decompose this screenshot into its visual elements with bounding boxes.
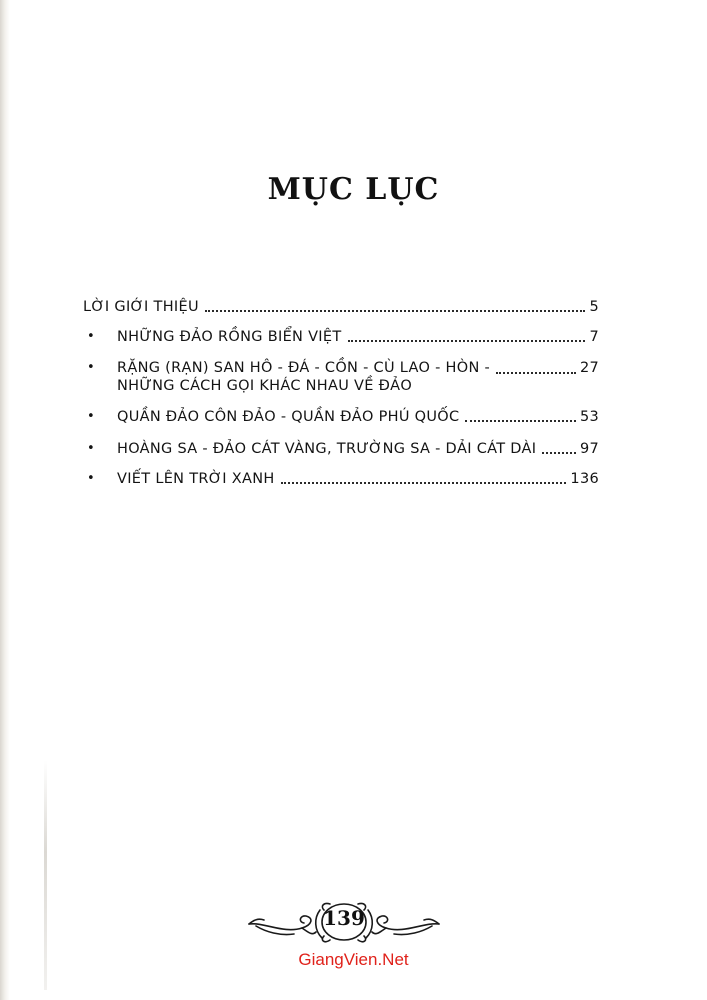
toc-entry-hoang-sa-truong-sa[interactable] bbox=[83, 440, 599, 458]
page-footer bbox=[0, 898, 707, 948]
page-edge-shadow bbox=[0, 0, 10, 1000]
dot-leader bbox=[281, 482, 567, 484]
page-number: 139 bbox=[323, 906, 365, 930]
toc-entry-dragon-islands[interactable] bbox=[83, 328, 599, 346]
bullet-icon: • bbox=[87, 329, 95, 344]
dot-leader bbox=[542, 452, 576, 454]
dot-leader bbox=[348, 340, 586, 342]
toc-entry-title: VIẾT LÊN TRỜI XANH bbox=[117, 471, 275, 487]
toc-entry-title: QUẦN ĐẢO CÔN ĐẢO - QUẦN ĐẢO PHÚ QUỐC bbox=[117, 409, 460, 425]
watermark-link[interactable]: GiangVien.Net bbox=[298, 950, 409, 969]
toc-entry-title: LỜI GIỚI THIỆU bbox=[83, 299, 199, 315]
toc-entry-title-wrap bbox=[117, 359, 490, 395]
dot-leader bbox=[205, 310, 586, 312]
toc-entry-title-line2: NHỮNG CÁCH GỌI KHÁC NHAU VỀ ĐẢO bbox=[117, 378, 413, 394]
toc-entry-con-dao-phu-quoc[interactable] bbox=[83, 408, 599, 426]
toc-entry-title: HOÀNG SA - ĐẢO CÁT VÀNG, TRƯỜNG SA - DẢI CÁT DÀI bbox=[117, 441, 537, 457]
toc-entry-page: 7 bbox=[589, 329, 599, 345]
toc-entry-title: RẶNG (RẠN) SAN HÔ - ĐÁ - CỒN - CÙ LAO - HÒN - bbox=[117, 360, 491, 376]
toc-entry-page: 97 bbox=[579, 441, 599, 457]
toc-entry-page: 5 bbox=[589, 299, 599, 315]
bullet-icon: • bbox=[87, 360, 95, 375]
toc-entry-introduction[interactable] bbox=[83, 298, 599, 316]
page-title: MỤC LỤC bbox=[267, 172, 440, 207]
toc-entry-island-names[interactable] bbox=[83, 359, 599, 395]
toc-entry-title: NHỮNG ĐẢO RỒNG BIỂN VIỆT bbox=[117, 329, 342, 345]
bullet-icon: • bbox=[87, 471, 95, 486]
dot-leader bbox=[496, 372, 576, 374]
dot-leader bbox=[465, 420, 576, 422]
bullet-icon: • bbox=[87, 409, 95, 424]
toc-entry-blue-sky[interactable] bbox=[83, 470, 599, 488]
toc-entry-page: 53 bbox=[579, 409, 599, 425]
toc-entry-page: 136 bbox=[570, 471, 599, 487]
bullet-icon: • bbox=[87, 441, 95, 456]
toc-entry-page: 27 bbox=[579, 360, 599, 376]
